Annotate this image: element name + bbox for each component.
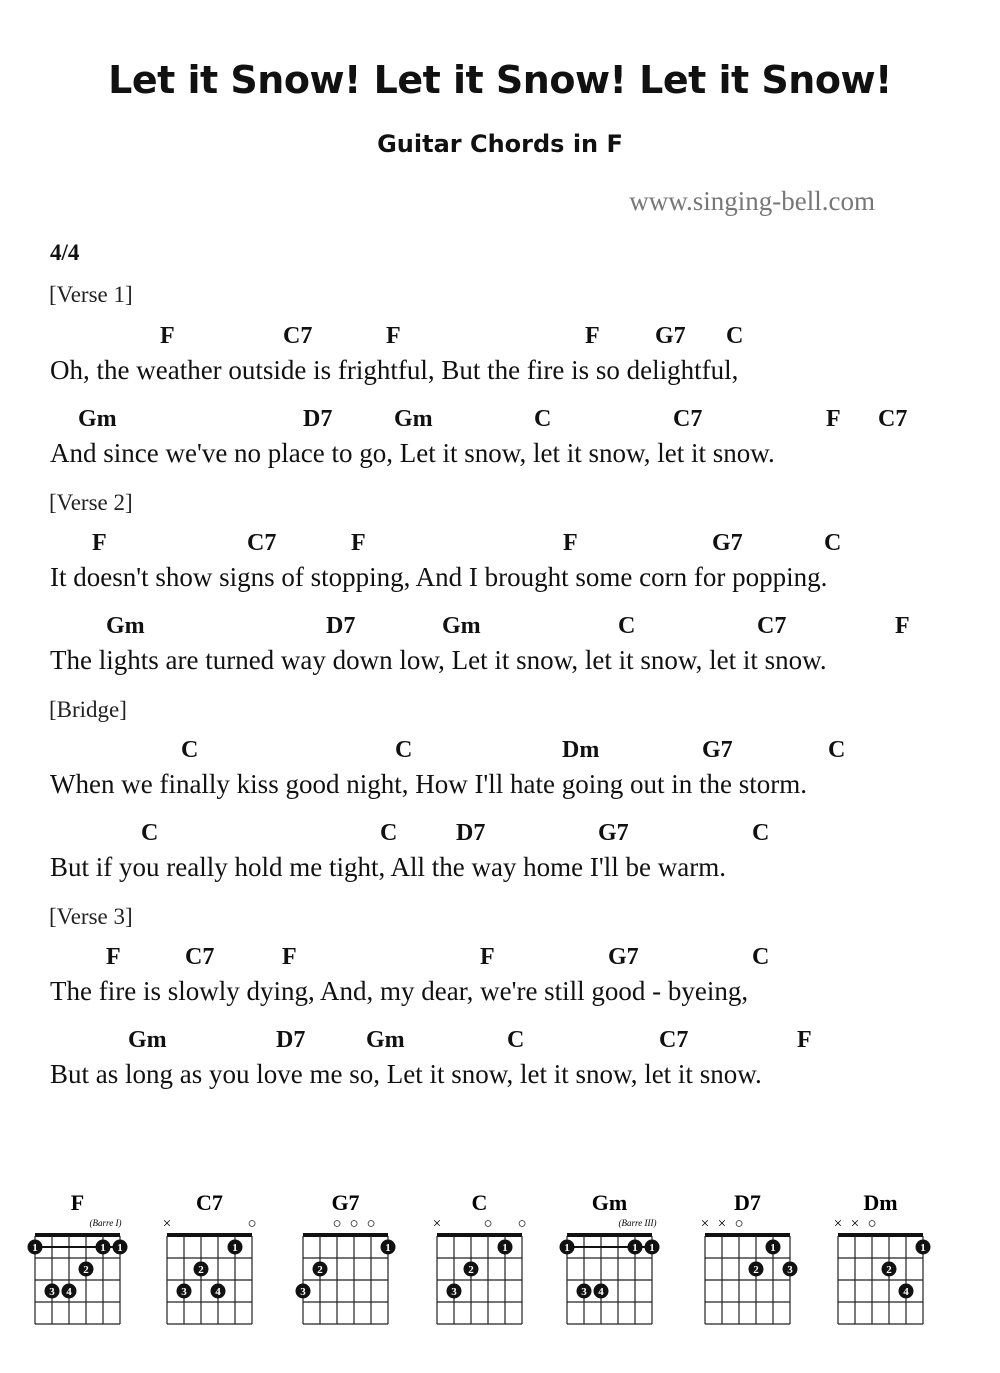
finger-number: 4 xyxy=(215,1286,221,1298)
finger-number: 2 xyxy=(317,1264,323,1276)
diagram-nut xyxy=(167,1233,252,1237)
lyric-line: The fire is slowly dying, And, my dear, we're still good - byeing, xyxy=(50,976,749,1006)
diagram-nut xyxy=(437,1233,522,1237)
chord-line xyxy=(0,737,1000,767)
chord: C7 xyxy=(185,944,215,970)
chord: C xyxy=(141,820,159,846)
chord: C xyxy=(534,406,552,432)
chord-line xyxy=(0,406,1000,436)
diagram-nut xyxy=(705,1233,790,1237)
chord: C7 xyxy=(659,1027,689,1053)
muted-string-marker: × xyxy=(700,1216,710,1232)
finger-number: 1 xyxy=(770,1242,776,1254)
finger-number: 1 xyxy=(649,1242,655,1254)
finger-number: 3 xyxy=(49,1286,55,1298)
chord-line xyxy=(0,1027,1000,1057)
lyric-line: It doesn't show signs of stopping, And I brought some corn for popping. xyxy=(50,562,828,592)
chord: C xyxy=(618,613,636,639)
chord: D7 xyxy=(456,820,486,846)
finger-number: 3 xyxy=(581,1286,587,1298)
section-label-verse-1: [Verse 1] xyxy=(49,282,133,307)
chord: Gm xyxy=(128,1027,167,1053)
chord-line xyxy=(0,944,1000,974)
chord: F xyxy=(106,944,121,970)
lyric-line: Oh, the weather outside is frightful, But the fire is so delightful, xyxy=(50,355,739,385)
open-string-marker: ○ xyxy=(332,1216,342,1232)
lyric-line: The lights are turned way down low, Let it snow, let it snow, let it snow. xyxy=(50,645,827,675)
chord: C7 xyxy=(757,613,787,639)
finger-number: 2 xyxy=(753,1264,759,1276)
finger-number: 3 xyxy=(181,1286,187,1298)
chord: F xyxy=(282,944,297,970)
chord: Gm xyxy=(106,613,145,639)
finger-number: 4 xyxy=(598,1286,604,1298)
chord: F xyxy=(386,323,401,349)
finger-number: 1 xyxy=(564,1242,570,1254)
section-label-verse-2: [Verse 2] xyxy=(49,490,133,515)
chord: D7 xyxy=(303,406,333,432)
chord: C xyxy=(380,820,398,846)
finger-number: 1 xyxy=(100,1242,106,1254)
open-string-marker: ○ xyxy=(517,1216,527,1232)
chord: G7 xyxy=(608,944,639,970)
chord: G7 xyxy=(712,530,743,556)
diagram-nut xyxy=(567,1233,652,1237)
chord-line xyxy=(0,613,1000,643)
lyric-line: But if you really hold me tight, All the way home I'll be warm. xyxy=(50,852,726,882)
diagram-chord-name: Dm xyxy=(863,1190,898,1215)
chord-diagrams xyxy=(0,1180,1000,1340)
chord: C7 xyxy=(247,530,277,556)
chord: Gm xyxy=(442,613,481,639)
chord: C xyxy=(828,737,846,763)
finger-number: 2 xyxy=(83,1264,89,1276)
chord-line xyxy=(0,323,1000,353)
finger-number: 1 xyxy=(232,1242,238,1254)
finger-number: 2 xyxy=(468,1264,474,1276)
finger-number: 2 xyxy=(198,1264,204,1276)
muted-string-marker: × xyxy=(850,1216,860,1232)
chord: F xyxy=(826,406,841,432)
chord: F xyxy=(563,530,578,556)
finger-number: 4 xyxy=(903,1286,909,1298)
finger-number: 4 xyxy=(66,1286,72,1298)
finger-number: 1 xyxy=(632,1242,638,1254)
chord: C xyxy=(395,737,413,763)
chord: C7 xyxy=(283,323,313,349)
lyric-line: But as long as you love me so, Let it snow, let it snow, let it snow. xyxy=(50,1059,762,1089)
lyric-line: When we finally kiss good night, How I'll hate going out in the storm. xyxy=(50,769,808,799)
chord: Dm xyxy=(562,737,600,763)
chord: Gm xyxy=(366,1027,405,1053)
open-string-marker: ○ xyxy=(247,1216,257,1232)
diagram-chord-name: Gm xyxy=(591,1190,628,1215)
lyric-line: And since we've no place to go, Let it snow, let it snow, let it snow. xyxy=(50,438,775,468)
finger-number: 3 xyxy=(300,1286,306,1298)
chord: F xyxy=(92,530,107,556)
song-subtitle: Guitar Chords in F xyxy=(377,130,623,158)
muted-string-marker: × xyxy=(833,1216,843,1232)
chord: G7 xyxy=(598,820,629,846)
diagram-chord-name: F xyxy=(70,1190,85,1215)
diagram-barre-note: (Barre I) xyxy=(89,1218,122,1228)
diagram-nut xyxy=(838,1233,923,1237)
chord: F xyxy=(895,613,910,639)
finger-number: 1 xyxy=(502,1242,508,1254)
chord: G7 xyxy=(702,737,733,763)
chord: F xyxy=(797,1027,812,1053)
open-string-marker: ○ xyxy=(734,1216,744,1232)
section-label-bridge: [Bridge] xyxy=(49,697,127,722)
diagram-chord-name: G7 xyxy=(331,1190,360,1215)
open-string-marker: ○ xyxy=(349,1216,359,1232)
chord: Gm xyxy=(394,406,433,432)
diagram-nut xyxy=(303,1233,388,1237)
finger-number: 3 xyxy=(451,1286,457,1298)
chord: C xyxy=(726,323,744,349)
chord: C xyxy=(752,944,770,970)
chord: C7 xyxy=(878,406,908,432)
open-string-marker: ○ xyxy=(483,1216,493,1232)
chord: D7 xyxy=(276,1027,306,1053)
diagram-chord-name: C7 xyxy=(196,1190,223,1215)
diagram-chord-name: D7 xyxy=(734,1190,761,1215)
chord: F xyxy=(480,944,495,970)
chord: F xyxy=(160,323,175,349)
chord: C xyxy=(507,1027,525,1053)
time-signature: 4/4 xyxy=(50,240,80,265)
chord-line xyxy=(0,530,1000,560)
chord-line xyxy=(0,820,1000,850)
chord: G7 xyxy=(655,323,686,349)
chord: F xyxy=(585,323,600,349)
song-title: Let it Snow! Let it Snow! Let it Snow! xyxy=(108,58,892,102)
chord: Gm xyxy=(78,406,117,432)
chord: C xyxy=(752,820,770,846)
chord: C xyxy=(181,737,199,763)
diagram-nut xyxy=(35,1233,120,1237)
diagram-chord-name: C xyxy=(471,1190,488,1215)
chord: C7 xyxy=(673,406,703,432)
open-string-marker: ○ xyxy=(867,1216,877,1232)
chord: C xyxy=(824,530,842,556)
open-string-marker: ○ xyxy=(366,1216,376,1232)
finger-number: 1 xyxy=(32,1242,38,1254)
chord: F xyxy=(351,530,366,556)
chord: D7 xyxy=(326,613,356,639)
finger-number: 1 xyxy=(117,1242,123,1254)
finger-number: 1 xyxy=(920,1242,926,1254)
finger-number: 1 xyxy=(385,1242,391,1254)
finger-number: 3 xyxy=(787,1264,793,1276)
muted-string-marker: × xyxy=(432,1216,442,1232)
website-credit: www.singing-bell.com xyxy=(629,186,875,216)
muted-string-marker: × xyxy=(717,1216,727,1232)
diagram-barre-note: (Barre III) xyxy=(618,1218,657,1228)
finger-number: 2 xyxy=(886,1264,892,1276)
section-label-verse-3: [Verse 3] xyxy=(49,904,133,929)
muted-string-marker: × xyxy=(162,1216,172,1232)
